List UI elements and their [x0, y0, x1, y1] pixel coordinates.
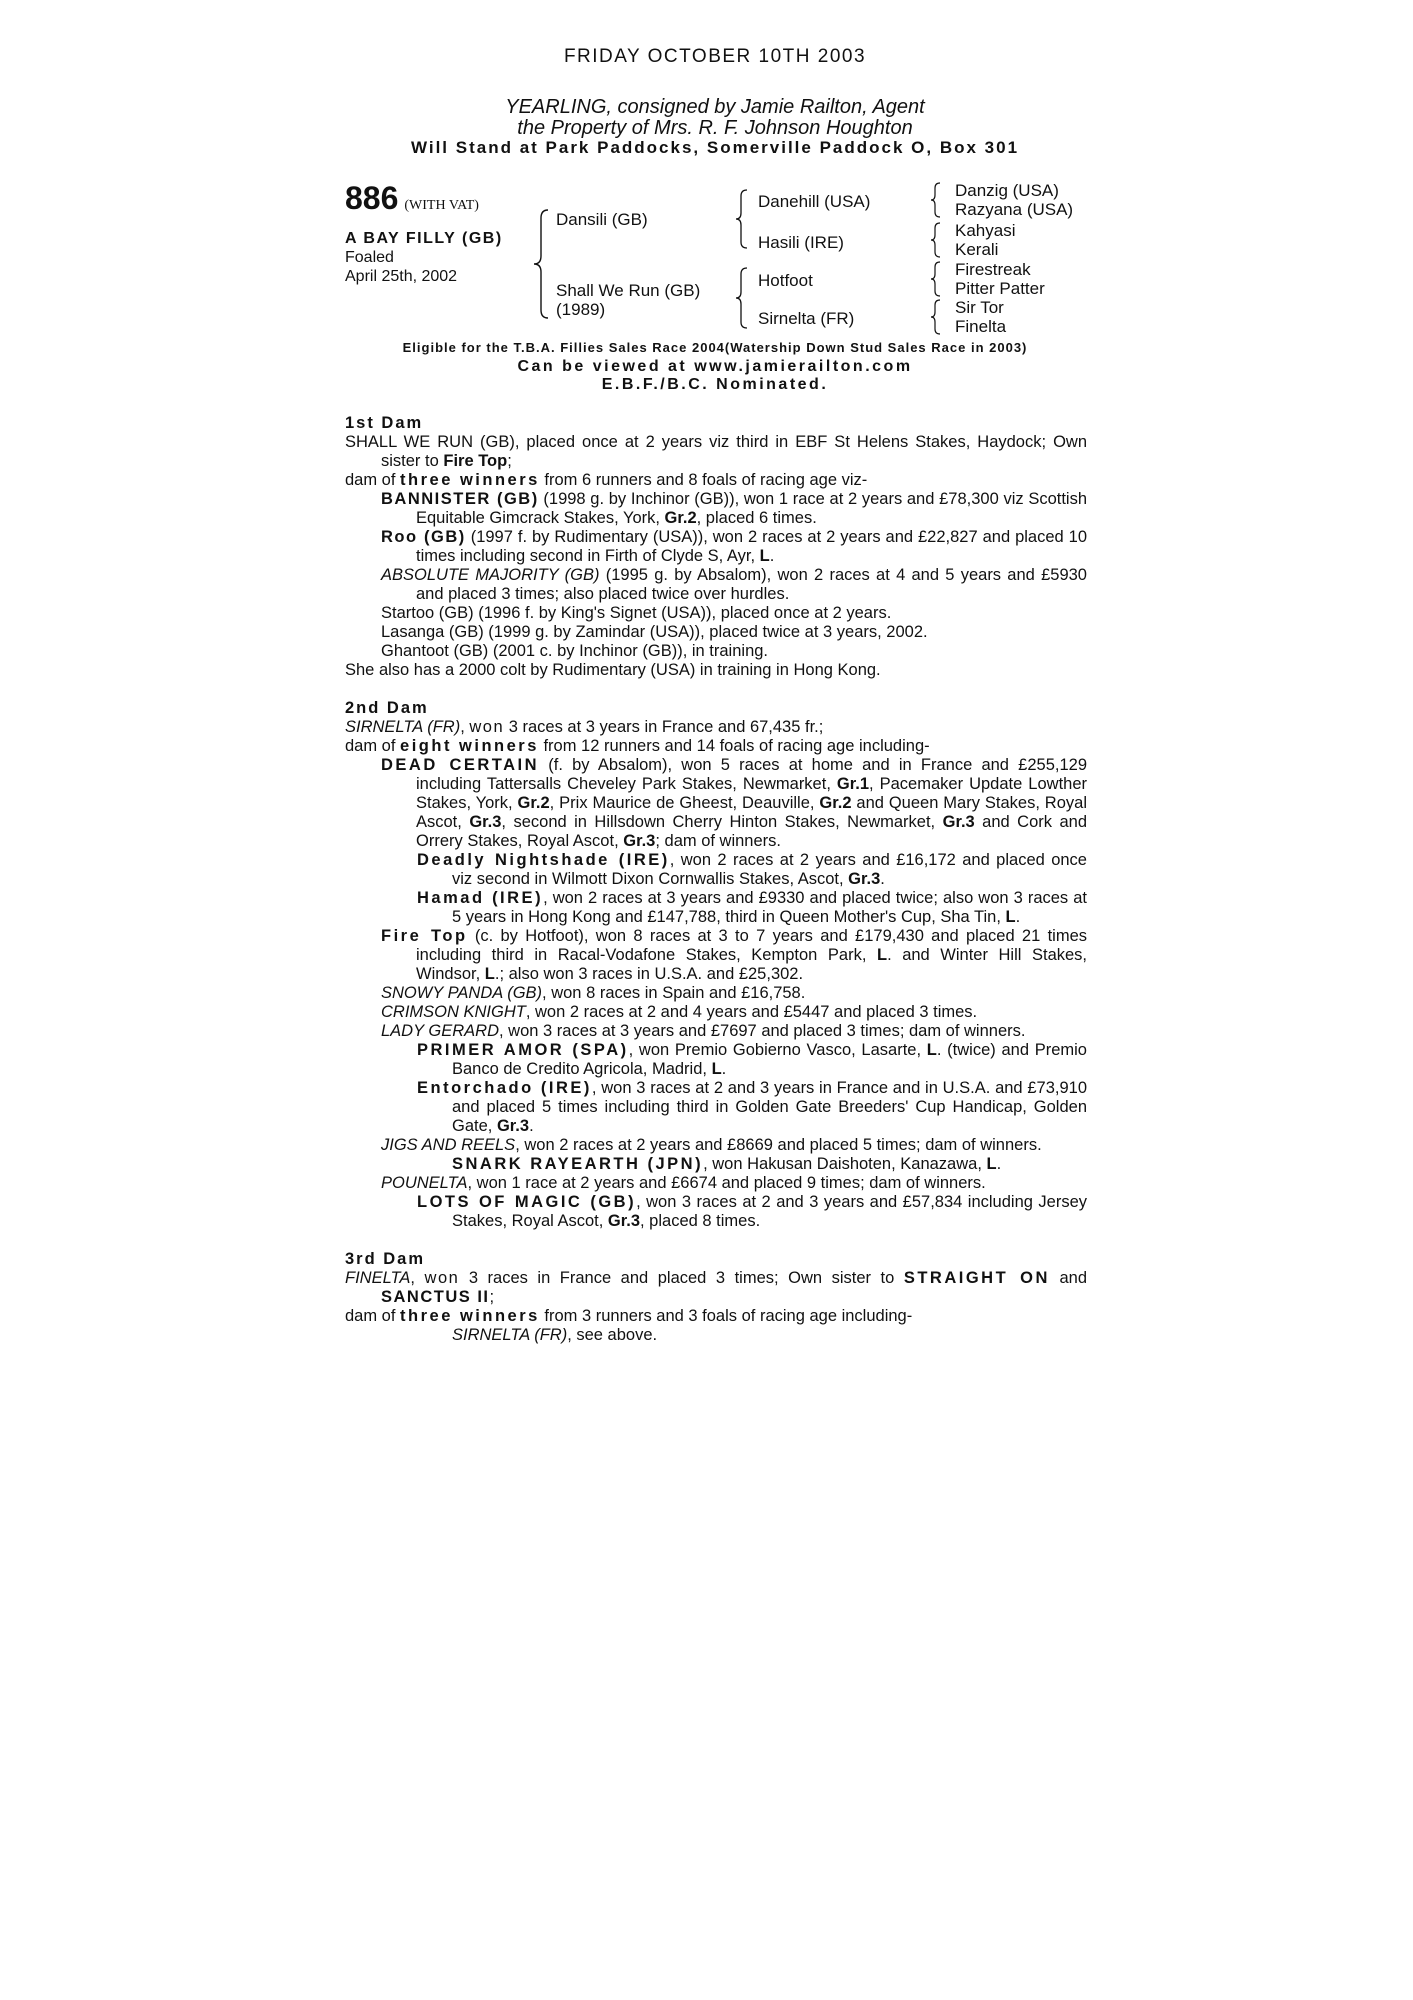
dam: Shall We Run (GB) [556, 281, 701, 300]
produce-entry: JIGS AND REELS, won 2 races at 2 years and £8669 and placed 5 times; dam of winners. [381, 1136, 1042, 1154]
lot-description: A BAY FILLY (GB) [345, 230, 503, 247]
sale-date: FRIDAY OCTOBER 10TH 2003 [563, 46, 867, 67]
great-granddam-2: Kerali [955, 240, 999, 259]
produce-entry: LOTS OF MAGIC (GB), won 3 races at 2 and 3 years and £57,834 including Jersey Stakes, Royal Ascot, Gr.3, placed 8 times. [417, 1193, 1087, 1230]
sire-brace-icon [733, 188, 749, 250]
produce-entry: Startoo (GB) (1996 f. by King's Signet (USA)), placed once at 2 years. [381, 604, 892, 622]
produce-entry: Fire Top (c. by Hotfoot), won 8 races at 3 to 7 years and £179,430 and placed 21 times including third in Racal-Vodafone Stakes, Kempton Park, L. and Winter Hill Stakes, Windsor, L.; also won 3 races in U.S.A. and £25,302. [381, 927, 1088, 983]
brace-4-icon [928, 298, 942, 336]
produce-entry: Lasanga (GB) (1999 g. by Zamindar (USA)), placed twice at 3 years, 2002. [381, 623, 928, 641]
produce-entry: Deadly Nightshade (IRE), won 2 races at 2 years and £16,172 and placed once viz second in Wilmott Dixon Cornwallis Stakes, Ascot, Gr.3. [417, 851, 1087, 888]
brace-1-icon [928, 181, 942, 219]
great-grandsire-1: Danzig (USA) [955, 181, 1059, 200]
consignor-line: YEARLING, consigned by Jamie Railton, Agent [505, 96, 925, 118]
additional-produce-note: She also has a 2000 colt by Rudimentary (USA) in training in Hong Kong. [345, 661, 881, 679]
third-dam-record: FINELTA, won 3 races in France and placed 3 times; Own sister to STRAIGHT ON and SANCTUS II; [345, 1269, 1087, 1306]
dam-sections [345, 414, 1087, 1345]
foaled-date: April 25th, 2002 [345, 268, 458, 285]
eligibility-note: Eligible for the T.B.A. Fillies Sales Race 2004(Watership Down Stud Sales Race in 2003) [402, 340, 1028, 355]
produce-entry: Ghantoot (GB) (2001 c. by Inchinor (GB)), in training. [381, 642, 769, 660]
produce-entry: CRIMSON KNIGHT, won 2 races at 2 and 4 years and £5447 and placed 3 times. [381, 1003, 978, 1021]
website-note: Can be viewed at www.jamierailton.com [517, 358, 913, 375]
produce-entry: LADY GERARD, won 3 races at 3 years and £7697 and placed 3 times; dam of winners. [381, 1022, 1026, 1040]
sire-dam: Hasili (IRE) [758, 233, 844, 252]
great-granddam-3: Pitter Patter [955, 279, 1045, 298]
produce-entry: Entorchado (IRE), won 3 races at 2 and 3 years in France and in U.S.A. and £73,910 and placed 5 times including third in Golden Gate Breeders' Cup Handicap, Golden Gate, Gr.3. [417, 1079, 1087, 1135]
produce-entry: BANNISTER (GB) (1998 g. by Inchinor (GB)), won 1 race at 2 years and £78,300 viz Scottish Equitable Gimcrack Stakes, York, Gr.2, placed 6 times. [381, 490, 1088, 527]
nomination-note: E.B.F./B.C. Nominated. [601, 376, 829, 393]
property-line: the Property of Mrs. R. F. Johnson Houghton [517, 117, 913, 139]
sire: Dansili (GB) [556, 210, 648, 229]
dam-dam: Sirnelta (FR) [758, 309, 855, 328]
third-dam-heading: 3rd Dam [345, 1250, 426, 1268]
produce-entry: ABSOLUTE MAJORITY (GB) (1995 g. by Absalom), won 2 races at 4 and 5 years and £5930 and placed 3 times; also placed twice over hurdles. [381, 566, 1087, 603]
produce-entry: SNOWY PANDA (GB), won 8 races in Spain and £16,758. [381, 984, 806, 1002]
vat-note: (WITH VAT) [404, 198, 479, 213]
dam-sire: Hotfoot [758, 271, 813, 290]
great-grandsire-3: Firestreak [955, 260, 1031, 279]
produce-entry: PRIMER AMOR (SPA), won Premio Gobierno Vasco, Lasarte, L. (twice) and Premio Banco de Credito Agricola, Madrid, L. [417, 1041, 1087, 1078]
first-dam-produce-summary: dam of three winners from 6 runners and 8 foals of racing age viz- [345, 471, 868, 489]
second-dam-heading: 2nd Dam [345, 699, 429, 717]
lot-number: 886 [345, 180, 399, 216]
brace-3-icon [928, 260, 942, 298]
second-dam-produce-summary: dam of eight winners from 12 runners and 14 foals of racing age including- [345, 737, 930, 755]
great-grandsire-2: Kahyasi [955, 221, 1016, 240]
stand-location: Will Stand at Park Paddocks, Somerville Paddock O, Box 301 [410, 138, 1020, 157]
produce-entry: SNARK RAYEARTH (JPN), won Hakusan Daishoten, Kanazawa, L. [452, 1155, 1002, 1173]
great-granddam-1: Razyana (USA) [955, 200, 1074, 219]
produce-entry: POUNELTA, won 1 race at 2 years and £6674 and placed 9 times; dam of winners. [381, 1174, 986, 1192]
produce-entry: SIRNELTA (FR), see above. [452, 1326, 658, 1344]
dam-brace-icon [733, 266, 749, 330]
produce-entry: DEAD CERTAIN (f. by Absalom), won 5 races at home and in France and £255,129 including Tattersalls Cheveley Park Stakes, Newmarket, Gr.1, Pacemaker Update Lowther Stakes, York, Gr.2, Prix Maurice de Gheest, Deauville, Gr.2 and Queen Mary Stakes, Royal Ascot, Gr.3, second in Hillsdown Cherry Hinton Stakes, Newmarket, Gr.3 and Cork and Orrery Stakes, Royal Ascot, Gr.3; dam of winners. [381, 756, 1087, 850]
great-grandsire-4: Sir Tor [955, 298, 1004, 317]
sire-sire: Danehill (USA) [758, 192, 871, 211]
third-dam-produce-summary: dam of three winners from 3 runners and 3 foals of racing age including- [345, 1307, 913, 1325]
foaled-label: Foaled [345, 249, 394, 266]
great-granddam-4: Finelta [955, 317, 1007, 336]
lot-heading [345, 180, 479, 217]
produce-entry: Hamad (IRE), won 2 races at 3 years and £9330 and placed twice; also won 3 races at 5 years in Hong Kong and £147,788, third in Queen Mother's Cup, Sha Tin, L. [417, 889, 1087, 926]
second-dam-record: SIRNELTA (FR), won 3 races at 3 years in France and 67,435 fr.; [345, 718, 824, 736]
pedigree-brace-icon [530, 208, 552, 320]
dam-year: (1989) [556, 300, 606, 319]
brace-2-icon [928, 221, 942, 259]
first-dam-record: SHALL WE RUN (GB), placed once at 2 years viz third in EBF St Helens Stakes, Haydock; Own sister to Fire Top; [345, 433, 1087, 470]
first-dam-heading: 1st Dam [345, 414, 424, 432]
produce-entry: Roo (GB) (1997 f. by Rudimentary (USA)), won 2 races at 2 years and £22,827 and placed 10 times including second in Firth of Clyde S, Ayr, L. [381, 528, 1087, 565]
